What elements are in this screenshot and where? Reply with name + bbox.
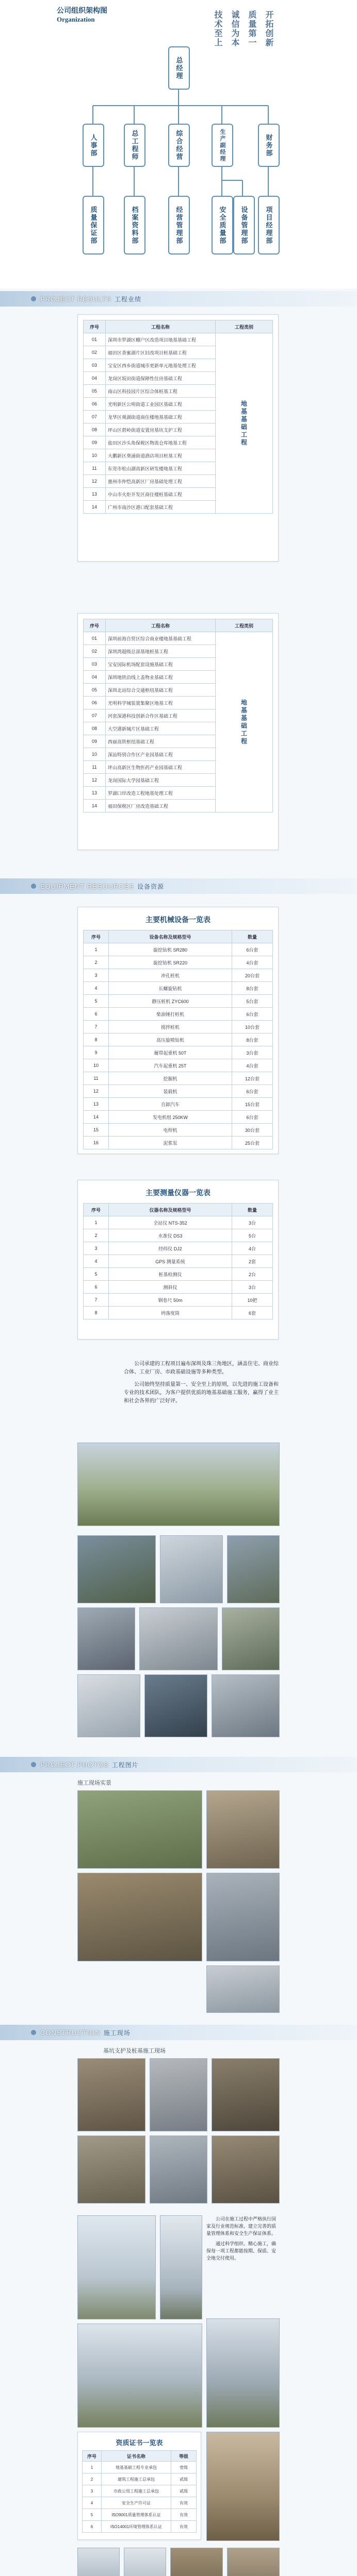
table-row (84, 1281, 273, 1294)
table-cell: 西丽高铁枢纽基础工程 (106, 735, 216, 748)
table-cell: 06 (84, 398, 106, 411)
table-cell: 福田区香蜜湖片区旧改项目桩基础工程 (106, 346, 216, 359)
table-cell: 11 (84, 1072, 109, 1085)
table-cell: 5 (83, 2509, 102, 2521)
table-cell: ISO14001环境管理体系认证 (102, 2521, 171, 2533)
table-cell: 静压桩机 ZYC600 (109, 995, 232, 1008)
table-cell: 8 (84, 1033, 109, 1046)
equipment-table-2-title: 主要测量仪器一览表 (145, 1189, 210, 1197)
photo-landscape (77, 1443, 280, 1526)
org-title-en: Organization (57, 15, 95, 23)
table-cell: 深圳湾超级总部基地桩基工程 (106, 645, 216, 658)
table-cell: 3台套 (232, 1046, 273, 1059)
projects-band-en: PROJECT RESULTS (40, 295, 112, 303)
table-cell: 7 (84, 1294, 109, 1307)
table-cell: 有效 (171, 2509, 197, 2521)
photo-site-5 (139, 1607, 218, 1670)
table-cell: 壹级 (171, 2462, 197, 2473)
gallery-photo-3 (77, 1873, 202, 1961)
gallery-photo-4 (206, 1873, 280, 1961)
gallery-band-2-en: CONSTRUCTION (40, 2028, 101, 2037)
table-cell: 挖掘机 (109, 1072, 232, 1085)
cert-table (77, 2432, 201, 2540)
table-cell: 03 (84, 359, 106, 372)
intro-section (0, 1360, 357, 1432)
table-row (84, 982, 273, 995)
table-cell: 13 (84, 1098, 109, 1111)
table-cell: 4台套 (232, 1059, 273, 1072)
table-cell: 南山区科技园片区综合体桩基工程 (106, 385, 216, 398)
table-cell: 08 (84, 423, 106, 436)
table-cell: 10台套 (232, 1021, 273, 1033)
photo-site-6 (222, 1607, 280, 1670)
project-table-2-category: 地基基础工程 (216, 632, 273, 812)
table-cell: 河套深港科技创新合作区基础工程 (106, 709, 216, 722)
table-row (84, 995, 273, 1008)
table-cell: 04 (84, 372, 106, 385)
cert-h2: 证书名称 (102, 2451, 171, 2462)
project-table-2 (77, 613, 279, 850)
gallery-caption-1: 施工现场实景 (77, 1780, 111, 1786)
pt1-h2: 工程名称 (106, 320, 216, 333)
photo-site-7 (77, 1674, 140, 1737)
projects-band-cn: 工程业绩 (115, 295, 142, 303)
et2-h2: 仪器名称及规格型号 (109, 1204, 232, 1216)
mid-paragraph-2: 通过科学组织、精心施工，确保每一项工程都能按期、保质、安全地交付使用。 (206, 2241, 277, 2261)
table-cell: 1 (84, 943, 109, 956)
photo-site-8 (144, 1674, 207, 1737)
table-row (84, 1294, 273, 1307)
cert-table-title: 资质证书一览表 (116, 2439, 163, 2447)
table-cell: 5 (84, 995, 109, 1008)
table-cell: 6 (83, 2521, 102, 2533)
table-cell: 13 (84, 787, 106, 800)
table-row (83, 2497, 197, 2509)
band-dot-icon (31, 296, 36, 301)
table-cell: 大鹏新区葵涌街道酒店项目桩基工程 (106, 449, 216, 462)
table-cell: 2 (84, 1229, 109, 1242)
table-cell: 4台 (232, 1242, 273, 1255)
project-table-1 (77, 314, 279, 562)
table-cell: 泥浆泵 (109, 1137, 232, 1149)
table-cell: 2台 (232, 1268, 273, 1281)
table-cell: 龙岗国际大学园基础工程 (106, 774, 216, 787)
table-cell: 桩基检测仪 (109, 1268, 232, 1281)
et1-h2: 设备名称及规格型号 (109, 930, 232, 943)
table-cell: 福田保税区厂房改造基础工程 (106, 800, 216, 812)
gallery-band-2 (0, 2025, 357, 2040)
bottom-photo-3 (170, 2548, 223, 2576)
photo-site-3 (227, 1535, 280, 1603)
table-cell: 深圳地铁沿线上盖物业基础工程 (106, 671, 216, 684)
table-cell: 光明科学城装置集聚区地基工程 (106, 697, 216, 709)
cert-h1: 序号 (83, 2451, 102, 2462)
table-cell: 高压旋喷钻机 (109, 1033, 232, 1046)
table-cell: 02 (84, 645, 106, 658)
table-row (84, 943, 273, 956)
equipment-band (0, 878, 357, 894)
table-cell: 地基基础工程专业承包 (102, 2462, 171, 2473)
table-cell: 6台套 (232, 943, 273, 956)
table-cell: 宝安国际机场配套设施基础工程 (106, 658, 216, 671)
table-cell: 8台套 (232, 982, 273, 995)
table-cell: 6 (84, 1008, 109, 1021)
slogan-4: 开拓创新 (264, 10, 273, 47)
rig-photo-1 (77, 2215, 156, 2319)
table-cell: 中山市火炬开发区商住楼桩基础工程 (106, 488, 216, 501)
table-row (84, 1033, 273, 1046)
table-cell: 01 (84, 632, 106, 645)
gallery-band-1-en: PROJECT PHOTOS (40, 1760, 109, 1769)
table-cell: 东莞市松山湖高新区研发楼地基工程 (106, 462, 216, 475)
table-cell: 12 (84, 1085, 109, 1098)
rig-photo-2 (160, 2215, 202, 2319)
et2-h3: 数量 (232, 1204, 273, 1216)
table-cell: 10 (84, 1059, 109, 1072)
org-l3-1: 质量保证部 (83, 196, 104, 255)
table-cell: 冲孔桩机 (109, 969, 232, 982)
table-cell: 08 (84, 722, 106, 735)
gallery-photo-7 (150, 2058, 207, 2131)
rig-photo-3 (77, 2324, 202, 2428)
org-l2-2: 总工程师 (124, 124, 145, 167)
photo-site-1 (77, 1535, 156, 1603)
table-cell: 柴油锤打桩机 (109, 1008, 232, 1021)
org-l2-5: 财务部 (258, 124, 280, 167)
table-row (83, 2521, 197, 2533)
table-cell: 12 (84, 475, 106, 488)
table-cell: 4 (83, 2497, 102, 2509)
table-cell: 06 (84, 697, 106, 709)
table-cell: 有效 (171, 2521, 197, 2533)
equipment-band-en: EQUIPMENT RESOURCES (40, 882, 135, 890)
table-cell: 旋挖钻机 SR220 (109, 956, 232, 969)
table-cell: 01 (84, 333, 106, 346)
table-cell: 11 (84, 761, 106, 774)
gallery-photo-5 (206, 1965, 280, 2013)
table-cell: 盐田区沙头角保税区物流仓库地基工程 (106, 436, 216, 449)
table-row (84, 1137, 273, 1149)
et1-h1: 序号 (84, 930, 109, 943)
mid-text (206, 2215, 279, 2262)
table-cell: 深圳市罗湖区棚户区改造项目地基基础工程 (106, 333, 216, 346)
table-cell: 07 (84, 411, 106, 423)
intro-paragraph-2: 公司始终坚持质量第一、安全至上的原则，以先进的施工设备和专业的技术团队，为客户提供优质的地基基础施工服务，赢得了业主和社会各界的广泛好评。 (124, 1382, 279, 1404)
table-cell: 4台套 (232, 956, 273, 969)
org-l2-4: 生产副经理 (212, 124, 233, 167)
project-table-1-category: 地基基础工程 (216, 333, 273, 514)
table-cell: 5 (84, 1268, 109, 1281)
table-cell: 宝安区西乡街道城市更新单元地基处理工程 (106, 359, 216, 372)
table-row (83, 2485, 197, 2497)
table-cell: 2 (84, 956, 109, 969)
table-cell: 全站仪 NTS-352 (109, 1216, 232, 1229)
gallery-photo-8 (212, 2058, 280, 2131)
table-row (84, 333, 273, 346)
table-cell: 8台套 (232, 1033, 273, 1046)
slogan-3: 质量第一 (247, 10, 256, 47)
table-cell: 1 (84, 1216, 109, 1229)
table-cell: 经纬仪 DJ2 (109, 1242, 232, 1255)
table-cell: 长螺旋钻机 (109, 982, 232, 995)
table-cell: 市政公用工程施工总承包 (102, 2485, 171, 2497)
table-cell: 6台套 (232, 1085, 273, 1098)
table-cell: 钢卷尺 50m (109, 1294, 232, 1307)
table-row (84, 1307, 273, 1319)
table-cell: 广州市南沙区港口配套基础工程 (106, 501, 216, 514)
pt2-h2: 工程名称 (106, 619, 216, 632)
table-cell: 4 (84, 982, 109, 995)
table-cell: 11 (84, 462, 106, 475)
org-l2-1: 人事部 (83, 124, 104, 167)
mid-paragraph-1: 公司在施工过程中严格执行国家及行业规范标准，建立完善的质量管理体系和安全生产保证体系。 (206, 2216, 277, 2236)
pt2-h3: 工程类别 (216, 619, 273, 632)
table-cell: 14 (84, 800, 106, 812)
table-cell: 2 (83, 2473, 102, 2485)
table-row (84, 632, 273, 645)
table-cell: 16 (84, 1137, 109, 1149)
table-cell: 12台套 (232, 1072, 273, 1085)
table-cell: 有效 (171, 2497, 197, 2509)
table-cell: 4 (84, 1255, 109, 1268)
table-cell: 10 (84, 449, 106, 462)
table-cell: 6套 (232, 1307, 273, 1319)
equipment-table-2 (77, 1180, 279, 1340)
gallery-photo-6 (77, 2058, 145, 2131)
table-row (83, 2462, 197, 2473)
table-cell: 贰级 (171, 2473, 197, 2485)
table-cell: 3台 (232, 1281, 273, 1294)
table-cell: 龙岗区坂田街道保障性住房基础工程 (106, 372, 216, 385)
equipment-table-1 (77, 907, 279, 1154)
table-cell: 深圳前海自贸区综合商业楼地基基础工程 (106, 632, 216, 645)
table-row (84, 1229, 273, 1242)
table-cell: 8 (84, 1307, 109, 1319)
table-row (84, 1059, 273, 1072)
bottom-photo-4 (227, 2548, 280, 2576)
gallery-band-2-cn: 施工现场 (103, 2029, 131, 2037)
table-cell: 10把 (232, 1294, 273, 1307)
table-cell: GPS 测量系统 (109, 1255, 232, 1268)
table-cell: 3 (84, 969, 109, 982)
table-cell: 装载机 (109, 1085, 232, 1098)
equipment-band-cn: 设备资源 (137, 883, 165, 890)
band-dot-icon (31, 884, 36, 889)
table-cell: 6台套 (232, 1111, 273, 1124)
photo-site-2 (160, 1535, 223, 1603)
table-row (84, 1255, 273, 1268)
pt2-h1: 序号 (84, 619, 106, 632)
table-cell: 14 (84, 501, 106, 514)
table-row (84, 1268, 273, 1281)
table-row (83, 2473, 197, 2485)
table-cell: 04 (84, 671, 106, 684)
table-row (84, 1098, 273, 1111)
table-cell: 坍落度筒 (109, 1307, 232, 1319)
table-cell: 2套 (232, 1255, 273, 1268)
gallery-photo-10 (150, 2136, 207, 2204)
table-cell: 建筑工程施工总承包 (102, 2473, 171, 2485)
gallery-photo-9 (77, 2136, 145, 2204)
table-cell: 3 (83, 2485, 102, 2497)
gallery-photo-2 (206, 1790, 280, 1869)
photo-site-9 (212, 1674, 280, 1737)
table-row (84, 969, 273, 982)
gallery-band-1 (0, 1757, 357, 1772)
table-cell: 09 (84, 735, 106, 748)
rig-photo-5 (206, 2432, 280, 2541)
table-cell: 龙华区观湖街道商住楼地基基础工程 (106, 411, 216, 423)
table-cell: 惠州市仲恺高新区厂房基础处理工程 (106, 475, 216, 488)
table-cell: 坪山区碧岭街道安置房基坑支护工程 (106, 423, 216, 436)
table-cell: 07 (84, 709, 106, 722)
pt1-h3: 工程类别 (216, 320, 273, 333)
slogan-1: 技术至上 (213, 10, 222, 47)
table-cell: 5台套 (232, 995, 273, 1008)
org-top: 总经理 (168, 46, 190, 90)
table-cell: 履带起重机 50T (109, 1046, 232, 1059)
org-l3-2: 档案资料部 (124, 196, 145, 255)
table-row (84, 1021, 273, 1033)
table-cell: 汽车起重机 25T (109, 1059, 232, 1072)
org-l2-3: 综合经营 (168, 124, 190, 167)
table-row (84, 956, 273, 969)
table-row (84, 1242, 273, 1255)
table-cell: 13 (84, 488, 106, 501)
table-cell: 15台套 (232, 1098, 273, 1111)
pt1-h1: 序号 (84, 320, 106, 333)
table-cell: 1 (83, 2462, 102, 2473)
table-cell: 光明新区公明街道工业园区基础工程 (106, 398, 216, 411)
photo-site-4 (77, 1607, 135, 1670)
table-cell: 10 (84, 748, 106, 761)
et1-h3: 数量 (232, 930, 273, 943)
table-cell: 旋挖钻机 SR280 (109, 943, 232, 956)
projects-band (0, 291, 357, 307)
bottom-photo-1 (77, 2548, 120, 2576)
table-cell: 6台套 (232, 1008, 273, 1021)
gallery-caption-2: 基坑支护及桩基施工现场 (103, 2048, 166, 2054)
table-cell: 20台套 (232, 969, 273, 982)
table-cell: 03 (84, 658, 106, 671)
org-l3-6: 项目经理部 (258, 196, 280, 255)
org-l3-5: 设备管理部 (233, 196, 255, 255)
table-cell: 大空港新城片区基础工程 (106, 722, 216, 735)
table-cell: 5台 (232, 1229, 273, 1242)
intro-paragraph-1: 公司承建的工程项目遍布深圳及珠三角地区，涵盖住宅、商业综合体、工业厂房、市政基础设施等多种类型。 (124, 1361, 279, 1375)
table-cell: 发电机组 250KW (109, 1111, 232, 1124)
table-row (84, 1008, 273, 1021)
table-cell: ISO9001质量管理体系认证 (102, 2509, 171, 2521)
gallery-band-1-cn: 工程图片 (111, 1761, 139, 1769)
bottom-photo-2 (124, 2548, 166, 2576)
band-dot-icon (31, 1762, 36, 1767)
table-cell: 水准仪 DS3 (109, 1229, 232, 1242)
table-cell: 14 (84, 1111, 109, 1124)
gallery-photo-1 (77, 1790, 202, 1869)
equipment-table-1-title: 主要机械设备一览表 (145, 916, 210, 924)
org-section (0, 0, 357, 289)
table-cell: 30台套 (232, 1124, 273, 1137)
table-cell: 电焊机 (109, 1124, 232, 1137)
table-cell: 安全生产许可证 (102, 2497, 171, 2509)
table-row (84, 1111, 273, 1124)
table-cell: 搅拌桩机 (109, 1021, 232, 1033)
table-cell: 自卸汽车 (109, 1098, 232, 1111)
cert-h3: 等级 (171, 2451, 197, 2462)
table-cell: 7 (84, 1021, 109, 1033)
org-title-cn: 公司组织架构图 (57, 6, 107, 14)
org-l3-3: 经营管理部 (168, 196, 190, 255)
table-cell: 坪山高新区生物医药产业园基础工程 (106, 761, 216, 774)
table-cell: 02 (84, 346, 106, 359)
table-row (84, 1046, 273, 1059)
table-cell: 12 (84, 774, 106, 787)
table-cell: 25台套 (232, 1137, 273, 1149)
org-l3-4: 安全质量部 (212, 196, 233, 255)
table-row (84, 1072, 273, 1085)
slogan-2: 诚信为本 (230, 10, 239, 47)
table-cell: 罗湖口岸改造工程地基处理工程 (106, 787, 216, 800)
table-row (84, 1216, 273, 1229)
table-cell: 深汕特别合作区产业园基础工程 (106, 748, 216, 761)
table-cell: 贰级 (171, 2485, 197, 2497)
table-cell: 3 (84, 1242, 109, 1255)
table-row (84, 1124, 273, 1137)
table-cell: 深圳北站综合交通枢纽基础工程 (106, 684, 216, 697)
gallery-photo-11 (212, 2136, 280, 2204)
band-dot-icon (31, 2030, 36, 2035)
table-cell: 05 (84, 385, 106, 398)
table-row (83, 2509, 197, 2521)
table-cell: 15 (84, 1124, 109, 1137)
table-cell: 05 (84, 684, 106, 697)
table-row (84, 1085, 273, 1098)
et2-h1: 序号 (84, 1204, 109, 1216)
table-cell: 09 (84, 436, 106, 449)
table-cell: 9 (84, 1046, 109, 1059)
table-cell: 6 (84, 1281, 109, 1294)
table-cell: 测斜仪 (109, 1281, 232, 1294)
table-cell: 3台 (232, 1216, 273, 1229)
rig-photo-4 (206, 2318, 280, 2428)
